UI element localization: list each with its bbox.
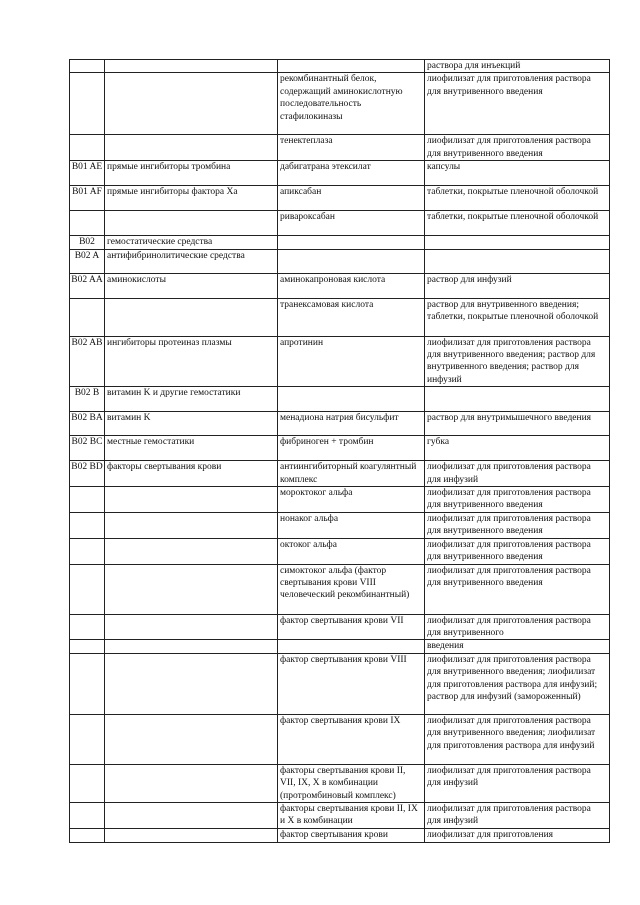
- substance-cell: апротинин: [278, 336, 425, 387]
- group-name-cell: аминокислоты: [105, 273, 278, 298]
- table-row: [70, 614, 610, 640]
- group-name-cell: гемостатические средства: [105, 236, 278, 249]
- substance-cell: фактор свертывания крови: [278, 828, 425, 842]
- table-row: [70, 60, 610, 73]
- group-name-cell: прямые ингибиторы фактора Xa: [105, 186, 278, 211]
- substance-cell: факторы свертывания крови II, IX и X в комбинации: [278, 802, 425, 828]
- substance-cell: ривароксабан: [278, 211, 425, 236]
- table-row: [70, 161, 610, 186]
- dosage-form-cell: раствор для внутривенного введения; таблетки, покрытые пленочной оболочкой: [425, 298, 610, 336]
- table-row: [70, 564, 610, 614]
- group-name-cell: витамин K и другие гемостатики: [105, 387, 278, 412]
- table-row: [70, 764, 610, 802]
- dosage-form-cell: лиофилизат для приготовления раствора для внутривенного введения: [425, 538, 610, 564]
- table-row: [70, 73, 610, 135]
- substance-cell: антиингибиторный коагулянтный комплекс: [278, 461, 425, 487]
- atc-code-cell: [70, 135, 105, 161]
- table-row: [70, 538, 610, 564]
- dosage-form-cell: лиофилизат для приготовления раствора для инфузий: [425, 461, 610, 487]
- table-row: [70, 436, 610, 461]
- dosage-form-cell: лиофилизат для приготовления: [425, 828, 610, 842]
- dosage-form-cell: капсулы: [425, 161, 610, 186]
- atc-code-cell: [70, 298, 105, 336]
- substance-cell: октоког альфа: [278, 538, 425, 564]
- substance-cell: аминокапроновая кислота: [278, 273, 425, 298]
- substance-cell: нонаког альфа: [278, 512, 425, 538]
- atc-code-cell: [70, 538, 105, 564]
- group-name-cell: [105, 487, 278, 513]
- table-row: [70, 336, 610, 387]
- group-name-cell: [105, 60, 278, 73]
- substance-cell: тенектеплаза: [278, 135, 425, 161]
- group-name-cell: [105, 828, 278, 842]
- atc-code-cell: B02 A: [70, 249, 105, 273]
- atc-code-cell: B02 BD: [70, 461, 105, 487]
- dosage-form-cell: [425, 249, 610, 273]
- substance-cell: апиксабан: [278, 186, 425, 211]
- atc-code-cell: B02 AB: [70, 336, 105, 387]
- table-row: [70, 512, 610, 538]
- document-page: [69, 59, 609, 843]
- atc-code-cell: [70, 564, 105, 614]
- group-name-cell: антифибринолитические средства: [105, 249, 278, 273]
- group-name-cell: [105, 802, 278, 828]
- table-row: [70, 487, 610, 513]
- group-name-cell: [105, 73, 278, 135]
- substance-cell: [278, 249, 425, 273]
- table-row: [70, 387, 610, 412]
- dosage-form-cell: лиофилизат для приготовления раствора для инфузий: [425, 802, 610, 828]
- table-row: [70, 714, 610, 764]
- dosage-form-cell: таблетки, покрытые пленочной оболочкой: [425, 211, 610, 236]
- dosage-form-cell: [425, 236, 610, 249]
- table-row: [70, 236, 610, 249]
- substance-cell: дабигатрана этексилат: [278, 161, 425, 186]
- table-row: [70, 640, 610, 653]
- group-name-cell: [105, 512, 278, 538]
- table-row: [70, 802, 610, 828]
- dosage-form-cell: лиофилизат для приготовления раствора для внутривенного введения: [425, 512, 610, 538]
- table-row: [70, 298, 610, 336]
- group-name-cell: местные гемостатики: [105, 436, 278, 461]
- atc-code-cell: [70, 764, 105, 802]
- table-row: [70, 412, 610, 436]
- atc-code-cell: [70, 73, 105, 135]
- substance-cell: факторы свертывания крови II, VII, IX, X в комбинации (протромбиновый комплекс): [278, 764, 425, 802]
- dosage-form-cell: лиофилизат для приготовления раствора для внутривенного введения; лиофилизат для приготовления раствора для инфузий; раствор для инфузий (замороженный): [425, 653, 610, 714]
- group-name-cell: [105, 564, 278, 614]
- group-name-cell: прямые ингибиторы тромбина: [105, 161, 278, 186]
- atc-code-cell: [70, 60, 105, 73]
- dosage-form-cell: лиофилизат для приготовления раствора для внутривенного введения: [425, 73, 610, 135]
- substance-cell: [278, 60, 425, 73]
- atc-code-cell: B02: [70, 236, 105, 249]
- atc-code-cell: [70, 640, 105, 653]
- atc-code-cell: B02 B: [70, 387, 105, 412]
- group-name-cell: [105, 714, 278, 764]
- drug-table-body: [70, 60, 610, 843]
- atc-code-cell: [70, 211, 105, 236]
- table-row: [70, 273, 610, 298]
- table-row: [70, 653, 610, 714]
- substance-cell: транексамовая кислота: [278, 298, 425, 336]
- atc-code-cell: [70, 714, 105, 764]
- atc-code-cell: B02 AA: [70, 273, 105, 298]
- group-name-cell: [105, 211, 278, 236]
- atc-code-cell: [70, 487, 105, 513]
- substance-cell: [278, 387, 425, 412]
- group-name-cell: [105, 298, 278, 336]
- dosage-form-cell: лиофилизат для приготовления раствора для внутривенного введения: [425, 564, 610, 614]
- substance-cell: рекомбинантный белок, содержащий аминокислотную последовательность стафилокиназы: [278, 73, 425, 135]
- group-name-cell: ингибиторы протеиназ плазмы: [105, 336, 278, 387]
- group-name-cell: [105, 640, 278, 653]
- group-name-cell: [105, 653, 278, 714]
- group-name-cell: факторы свертывания крови: [105, 461, 278, 487]
- atc-code-cell: [70, 802, 105, 828]
- dosage-form-cell: раствор для инфузий: [425, 273, 610, 298]
- table-row: [70, 211, 610, 236]
- group-name-cell: [105, 764, 278, 802]
- atc-code-cell: [70, 653, 105, 714]
- atc-code-cell: B02 BA: [70, 412, 105, 436]
- atc-code-cell: B02 BC: [70, 436, 105, 461]
- atc-code-cell: B01 AF: [70, 186, 105, 211]
- substance-cell: фактор свертывания крови VII: [278, 614, 425, 640]
- drug-table: [69, 59, 610, 843]
- dosage-form-cell: лиофилизат для приготовления раствора для внутривенного: [425, 614, 610, 640]
- table-row: [70, 828, 610, 842]
- atc-code-cell: [70, 828, 105, 842]
- dosage-form-cell: [425, 387, 610, 412]
- substance-cell: симоктоког альфа (фактор свертывания крови VIII человеческий рекомбинантный): [278, 564, 425, 614]
- group-name-cell: витамин K: [105, 412, 278, 436]
- atc-code-cell: [70, 614, 105, 640]
- substance-cell: [278, 236, 425, 249]
- table-row: [70, 186, 610, 211]
- group-name-cell: [105, 135, 278, 161]
- atc-code-cell: B01 AE: [70, 161, 105, 186]
- dosage-form-cell: лиофилизат для приготовления раствора для внутривенного введения; лиофилизат для приготовления раствора для инфузий: [425, 714, 610, 764]
- dosage-form-cell: лиофилизат для приготовления раствора для внутривенного введения: [425, 487, 610, 513]
- group-name-cell: [105, 614, 278, 640]
- dosage-form-cell: раствора для инъекций: [425, 60, 610, 73]
- dosage-form-cell: лиофилизат для приготовления раствора для внутривенного введения: [425, 135, 610, 161]
- table-row: [70, 135, 610, 161]
- dosage-form-cell: введения: [425, 640, 610, 653]
- table-row: [70, 249, 610, 273]
- atc-code-cell: [70, 512, 105, 538]
- dosage-form-cell: таблетки, покрытые пленочной оболочкой: [425, 186, 610, 211]
- dosage-form-cell: губка: [425, 436, 610, 461]
- dosage-form-cell: лиофилизат для приготовления раствора для внутривенного введения; раствор для внутривенного введения; раствор для инфузий: [425, 336, 610, 387]
- dosage-form-cell: раствор для внутримышечного введения: [425, 412, 610, 436]
- group-name-cell: [105, 538, 278, 564]
- substance-cell: менадиона натрия бисульфит: [278, 412, 425, 436]
- table-row: [70, 461, 610, 487]
- substance-cell: [278, 640, 425, 653]
- dosage-form-cell: лиофилизат для приготовления раствора для инфузий: [425, 764, 610, 802]
- substance-cell: фактор свертывания крови VIII: [278, 653, 425, 714]
- substance-cell: фибриноген + тромбин: [278, 436, 425, 461]
- substance-cell: мороктоког альфа: [278, 487, 425, 513]
- substance-cell: фактор свертывания крови IX: [278, 714, 425, 764]
